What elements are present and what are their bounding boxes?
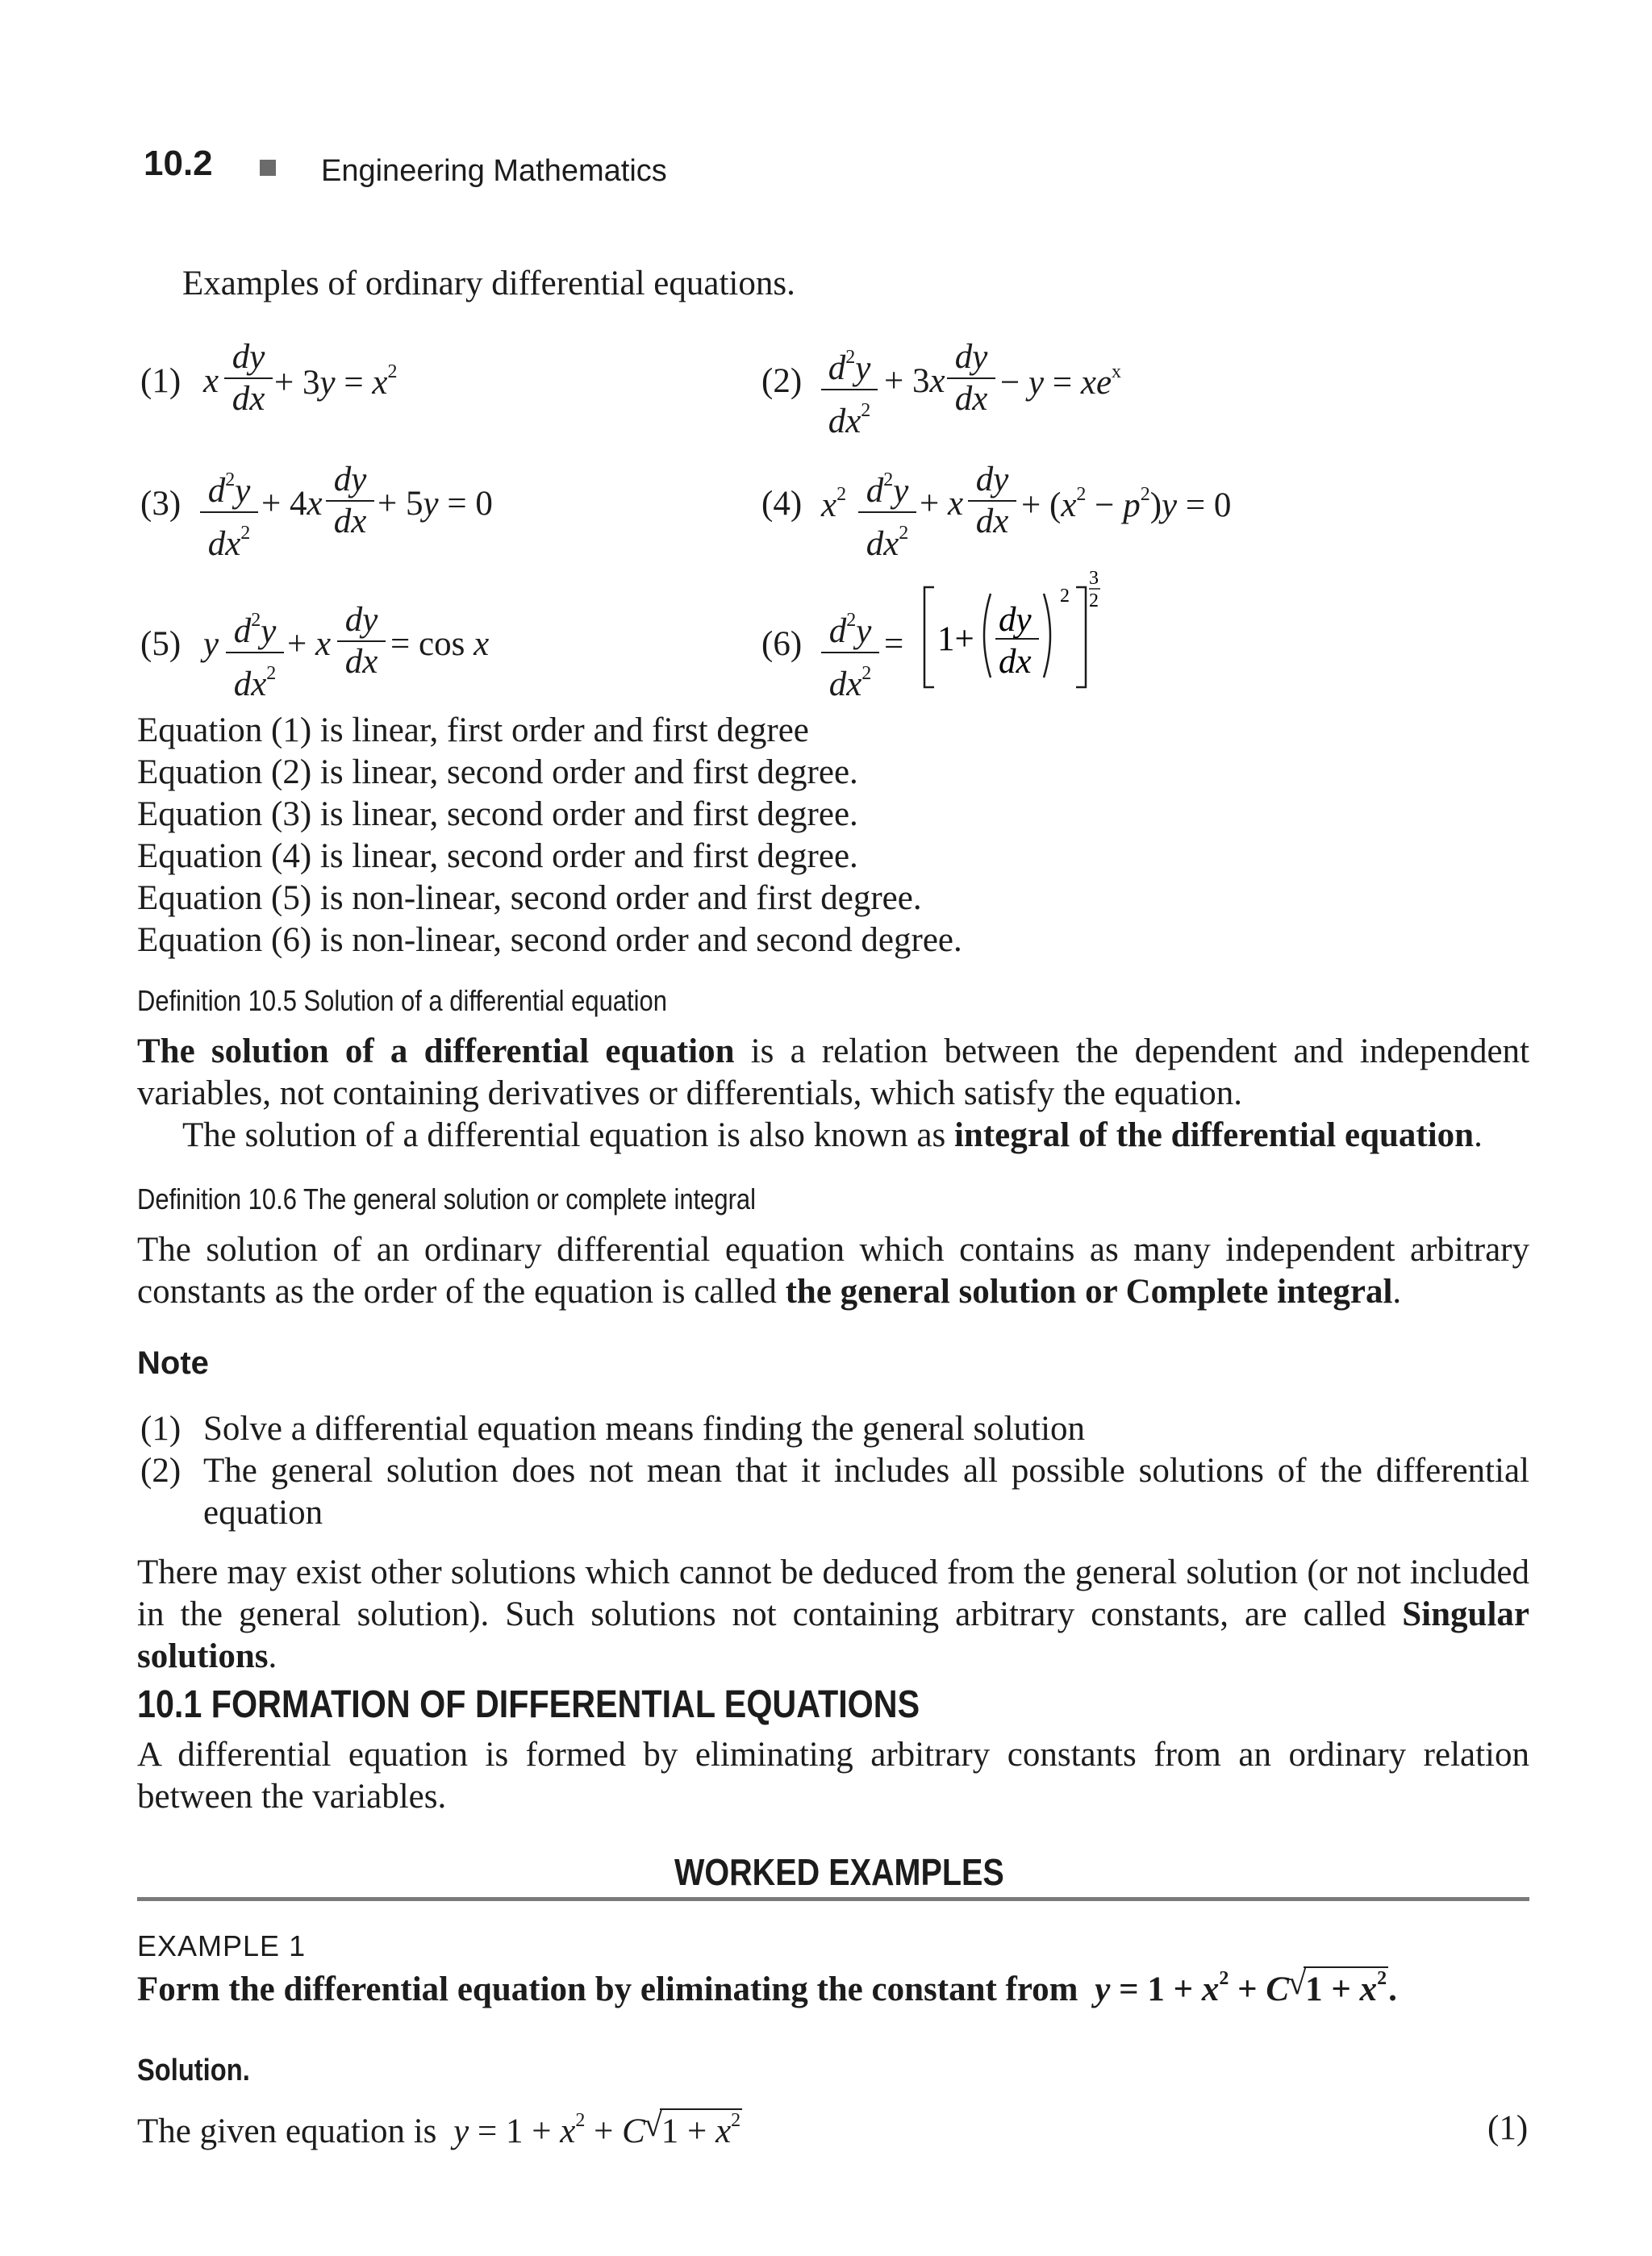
- text: The solution of a differential equation is also known as: [182, 1116, 954, 1154]
- bold-term: integral of the differential equation: [953, 1116, 1475, 1154]
- text: There may exist other solutions which cannot be deduced from the general solution (or not included in the general solution). Such solutions not containing arbitrary constants, are called: [137, 1553, 1529, 1633]
- bold-term: Singular solutions: [137, 1595, 1529, 1675]
- classification-line: Equation (2) is linear, second order and first degree.: [137, 753, 858, 791]
- intro-text: Examples of ordinary differential equations.: [182, 265, 795, 302]
- definition-10-5-heading: Definition 10.5 Solution of a differential equation: [137, 984, 667, 1017]
- note-item-text: The general solution does not mean that it includes all possible solutions of the differential equation: [203, 1452, 1529, 1532]
- eq-label-2: (2): [761, 362, 803, 400]
- bracket-expression: [916, 569, 1110, 698]
- page-number: 10.2: [144, 144, 213, 183]
- svg-text:2: 2: [1089, 590, 1099, 611]
- given-text: The given equation is: [137, 2112, 437, 2150]
- section-rule: [137, 1897, 1529, 1901]
- book-title: Engineering Mathematics: [321, 154, 667, 188]
- example-label: EXAMPLE 1: [137, 1929, 307, 1962]
- svg-text:3: 3: [1089, 569, 1099, 589]
- note-heading: Note: [137, 1345, 209, 1381]
- eq-label-5: (5): [140, 625, 181, 663]
- definition-body: is a relation between the dependent and independent variables, not containing derivatives or differentials, which satisfy the equation.: [137, 1032, 1529, 1112]
- example-problem: Form the differential equation by eliminating the constant from $y = 1 + x^2 + C$ √ $1 + x^2$.: [137, 1964, 1397, 2008]
- svg-text:1+: 1+: [937, 620, 974, 658]
- header-square-bullet: [260, 160, 276, 176]
- text: .: [1392, 1273, 1402, 1311]
- text: .: [1474, 1116, 1483, 1154]
- given-equation: The given equation is $y = 1 + x^2 + C$ √ $1 + x^2$: [137, 2106, 741, 2150]
- solution-label: Solution.: [137, 2054, 250, 2087]
- bold-term: the general solution or Complete integral: [785, 1273, 1393, 1311]
- problem-text: Form the differential equation by eliminating the constant from: [137, 1970, 1078, 2008]
- classification-list: [137, 710, 962, 961]
- note-paragraph: [137, 1552, 1529, 1678]
- classification-line: Equation (4) is linear, second order and first degree.: [137, 837, 858, 875]
- section-text: A differential equation is formed by eliminating arbitrary constants from an ordinary relation between the variables.: [137, 1736, 1529, 1816]
- note-item-num: (2): [140, 1452, 181, 1490]
- classification-line: Equation (1) is linear, first order and first degree: [137, 711, 809, 749]
- classification-line: Equation (5) is non-linear, second order and first degree.: [137, 879, 922, 917]
- definition-10-5-note: [182, 1115, 1529, 1157]
- svg-text:dy: dy: [999, 601, 1032, 639]
- section-heading: 10.1 FORMATION OF DIFFERENTIAL EQUATIONS: [137, 1683, 920, 1726]
- worked-examples-heading: WORKED EXAMPLES: [674, 1851, 1004, 1893]
- bold-term: The solution of a differential equation: [137, 1032, 735, 1070]
- text: .: [268, 1637, 277, 1675]
- equation-number: (1): [1487, 2109, 1529, 2147]
- note-item-num: (1): [140, 1410, 181, 1448]
- eq-label-3: (3): [140, 485, 181, 523]
- classification-line: Equation (3) is linear, second order and first degree.: [137, 795, 858, 833]
- eq-label-4: (4): [761, 485, 803, 523]
- svg-text:2: 2: [1060, 586, 1070, 607]
- eq-label-6: (6): [761, 625, 803, 663]
- note-item-text: Solve a differential equation means finding the general solution: [203, 1410, 1086, 1448]
- eq-label-1: (1): [140, 362, 181, 400]
- classification-line: Equation (6) is non-linear, second order and second degree.: [137, 921, 962, 959]
- definition-10-6-text: [137, 1229, 1529, 1313]
- svg-text:dx: dx: [999, 643, 1032, 681]
- definition-10-6-heading: Definition 10.6 The general solution or complete integral: [137, 1182, 757, 1216]
- text: The solution of an ordinary differential equation which contains as many independent arbitrary constants as the order of the equation is called: [137, 1231, 1529, 1311]
- definition-10-5-text: [137, 1031, 1529, 1115]
